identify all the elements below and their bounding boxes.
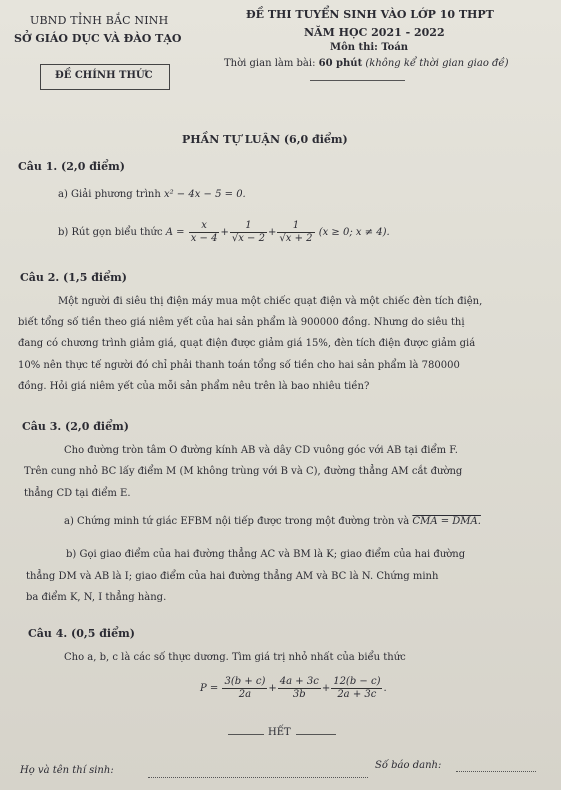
- end-line-right: [296, 734, 336, 735]
- q4-end: .: [383, 683, 387, 694]
- section-title: PHẦN TỰ LUẬN (6,0 điểm): [182, 133, 348, 146]
- candidate-name-label: Họ và tên thí sinh:: [20, 765, 114, 776]
- q2-line1: Một người đi siêu thị điện máy mua một chiếc quạt điện và một chiếc đèn tích điện,: [58, 296, 483, 307]
- time-value: 60 phút: [318, 58, 363, 69]
- q4-frac2-den: 3b: [292, 689, 306, 700]
- q1-b-frac1: [189, 220, 220, 245]
- q1-plus2: +: [267, 227, 277, 238]
- end-line-left: [228, 734, 264, 735]
- q4-title: Câu 4. (0,5 điểm): [28, 627, 135, 640]
- candidate-id-label: Số báo danh:: [375, 760, 442, 771]
- q1-a-expr: x² − 4x − 5 = 0.: [163, 189, 246, 200]
- q2-title: Câu 2. (1,5 điểm): [20, 271, 127, 284]
- q3-line2: Trên cung nhỏ BC lấy điểm M (M không trùng với B và C), đường thẳng AM cắt đường: [24, 466, 463, 477]
- q1-b-frac3-num: 1: [277, 220, 314, 233]
- q1-b: [58, 220, 390, 245]
- exam-title: ĐỀ THI TUYỂN SINH VÀO LỚP 10 THPT: [246, 8, 494, 21]
- q2-line2: biết tổng số tiền theo giá niêm yết của hai sản phẩm là 900000 đồng. Nhưng do siêu thị: [18, 317, 465, 328]
- department-name: SỞ GIÁO DỤC VÀ ĐÀO TẠO: [14, 32, 182, 45]
- q1-b-lhs: A =: [165, 227, 185, 238]
- q4-plus1: +: [268, 683, 277, 694]
- q1-b-cond: (x ≥ 0; x ≠ 4).: [318, 227, 390, 238]
- q4-frac2-num: 4a + 3c: [279, 676, 319, 687]
- header-underline: [310, 80, 405, 81]
- candidate-name-field: [148, 777, 368, 778]
- q1-plus1: +: [220, 227, 229, 238]
- q4-frac1-den: 2a: [238, 689, 252, 700]
- q4-frac1-num: 3(b + c): [224, 676, 266, 687]
- q3-b-line3: ba điểm K, N, I thẳng hàng.: [26, 592, 167, 603]
- q4-frac3-num: 12(b − c): [333, 676, 381, 687]
- q3-a-text: a) Chứng minh tứ giác EFBM nội tiếp được trong một đường tròn và: [64, 516, 410, 527]
- q4-frac3-den: 2a + 3c: [337, 689, 377, 700]
- q1-b-frac1-num: x: [189, 220, 220, 233]
- time-label: Thời gian làm bài:: [224, 58, 316, 69]
- q3-title: Câu 3. (2,0 điểm): [22, 420, 129, 433]
- q4-line1: Cho a, b, c là các số thực dương. Tìm giá trị nhỏ nhất của biểu thức: [64, 652, 406, 663]
- q1-b-frac2: [230, 220, 267, 245]
- end-mark: HẾT: [268, 727, 291, 738]
- official-label: ĐỀ CHÍNH THỨC: [55, 70, 153, 81]
- q4-expression: [200, 676, 387, 701]
- q3-line1: Cho đường tròn tâm O đường kính AB và dây CD vuông góc với AB tại điểm F.: [64, 445, 458, 456]
- q4-frac1: [222, 676, 267, 701]
- q1-a-text: a) Giải phương trình: [58, 189, 161, 200]
- q2-line3: đang có chương trình giảm giá, quạt điện được giảm giá 15%, đèn tích điện được giảm giá: [18, 338, 476, 349]
- q4-frac3: [331, 676, 382, 701]
- q1-b-frac3: [277, 220, 314, 245]
- province-name: UBND TỈNH BẮC NINH: [30, 14, 169, 27]
- q1-b-text: b) Rút gọn biểu thức: [58, 227, 163, 238]
- candidate-id-field: [456, 771, 536, 772]
- q4-frac2: [278, 676, 321, 701]
- q1-a: [58, 189, 246, 200]
- q1-b-frac2-den: √x − 2: [231, 233, 265, 244]
- subject: Môn thi: Toán: [330, 42, 409, 53]
- q4-lhs: P =: [200, 683, 219, 694]
- q2-line5: đồng. Hỏi giá niêm yết của mỗi sản phẩm nêu trên là bao nhiêu tiền?: [18, 381, 370, 392]
- school-year: NĂM HỌC 2021 - 2022: [304, 26, 445, 39]
- q3-b-line1: b) Gọi giao điểm của hai đường thẳng AC và BM là K; giao điểm của hai đường: [66, 549, 466, 560]
- q3-a-expr: CMA = DMA.: [412, 516, 481, 527]
- q4-plus2: +: [321, 683, 331, 694]
- q1-b-frac1-den: x − 4: [190, 233, 218, 244]
- q1-title: Câu 1. (2,0 điểm): [18, 160, 125, 173]
- q1-b-frac3-den: √x + 2: [279, 233, 313, 244]
- time-line: [224, 58, 508, 69]
- time-note: (không kể thời gian giao đề): [365, 58, 509, 69]
- q3-b-line2: thẳng DM và AB là I; giao điểm của hai đường thẳng AM và BC là N. Chứng minh: [26, 571, 439, 582]
- q1-b-frac2-num: 1: [230, 220, 267, 233]
- q3-line3: thẳng CD tại điểm E.: [24, 488, 131, 499]
- q3-a: [64, 516, 481, 527]
- q2-line4: 10% nên thực tế người đó chỉ phải thanh toán tổng số tiền cho hai sản phẩm là 780000: [18, 360, 460, 371]
